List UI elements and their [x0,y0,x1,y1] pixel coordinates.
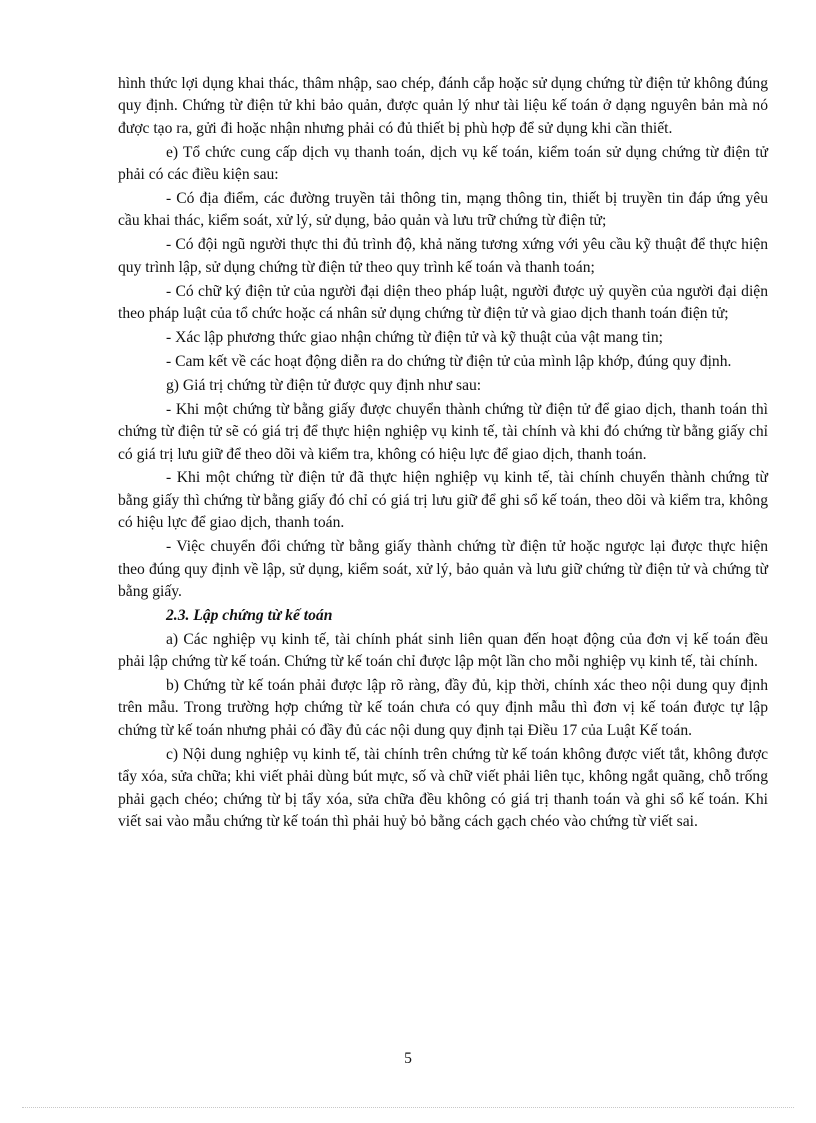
paragraph-clause-a: a) Các nghiệp vụ kinh tế, tài chính phát sinh liên quan đến hoạt động của đơn vị kế toán đều phải lập chứng từ kế toán. Chứng từ kế toán chỉ được lập một lần cho mỗi nghiệp vụ kinh tế, tài chính. [118,630,768,671]
section-heading: 2.3. Lập chứng từ kế toán [166,606,333,624]
paragraph-bullet: - Có địa điểm, các đường truyền tải thông tin, mạng thông tin, thiết bị truyền tin đáp ứng yêu cầu khai thác, kiểm soát, xử lý, sử dụng, bảo quản và lưu trữ chứng từ điện tử; [118,190,768,230]
page-bottom-divider [22,1107,794,1108]
document-body [118,73,768,835]
paragraph-bullet: - Có đội ngũ người thực thi đủ trình độ, khả năng tương xứng với yêu cầu kỹ thuật để thực hiện quy trình lập, sử dụng chứng từ điện tử theo quy trình kế toán và thanh toán; [118,236,768,276]
page-number: 5 [404,1050,412,1067]
paragraph-bullet: - Khi một chứng từ điện tử đã thực hiện nghiệp vụ kinh tế, tài chính chuyển thành chứng từ bằng giấy thì chứng từ bằng giấy đó chỉ có giá trị lưu giữ để ghi sổ kế toán, theo dõi và kiểm tra, không có hiệu lực để giao dịch, thanh toán. [118,469,768,532]
paragraph-bullet: - Xác lập phương thức giao nhận chứng từ điện tử và kỹ thuật của vật mang tin; [166,328,663,346]
paragraph-clause-b: b) Chứng từ kế toán phải được lập rõ ràng, đầy đủ, kịp thời, chính xác theo nội dung quy định trên mẫu. Trong trường hợp chứng từ kế toán chưa có quy định mẫu thì đơn vị kế toán được tự lập chứng từ kế toán nhưng phải có đầy đủ các nội dung quy định tại Điều 17 của Luật Kế toán. [118,677,768,739]
paragraph-bullet: - Cam kết về các hoạt động diễn ra do chứng từ điện tử của mình lập khớp, đúng quy định. [166,352,732,370]
paragraph-clause-c: c) Nội dung nghiệp vụ kinh tế, tài chính trên chứng từ kế toán không được viết tắt, không được tẩy xóa, sửa chữa; khi viết phải dùng bút mực, số và chữ viết phải liên tục, không ngắt quãng, chỗ trống phải gạch chéo; chứng từ bị tẩy xóa, sửa chữa đều không có giá trị thanh toán và ghi sổ kế toán. Khi viết sai vào mẫu chứng từ kế toán thì phải huỷ bỏ bằng cách gạch chéo vào chứng từ viết sai. [118,745,768,830]
paragraph-clause-g: g) Giá trị chứng từ điện tử được quy định như sau: [166,376,482,394]
paragraph-bullet: - Việc chuyển đổi chứng từ bằng giấy thành chứng từ điện tử hoặc ngược lại được thực hiện theo đúng quy định về lập, sử dụng, kiểm soát, xử lý, bảo quản và lưu giữ chứng từ điện tử và chứng từ bằng giấy. [118,538,768,600]
paragraph-continuation: hình thức lợi dụng khai thác, thâm nhập, sao chép, đánh cắp hoặc sử dụng chứng từ điện tử không đúng quy định. Chứng từ điện tử khi bảo quản, được quản lý như tài liệu kế toán ở dạng nguyên bản mà nó được tạo ra, gửi đi hoặc nhận nhưng phải có đủ thiết bị phù hợp để sử dụng khi cần thiết. [118,75,768,137]
paragraph-clause-e: e) Tổ chức cung cấp dịch vụ thanh toán, dịch vụ kế toán, kiểm toán sử dụng chứng từ điện tử phải có các điều kiện sau: [118,143,768,184]
paragraph-bullet: - Khi một chứng từ bằng giấy được chuyển thành chứng từ điện tử để giao dịch, thanh toán thì chứng từ điện tử sẽ có giá trị để thực hiện nghiệp vụ kinh tế, tài chính và khi đó chứng từ bằng giấy chỉ có giá trị lưu giữ để theo dõi và kiểm tra, không có hiệu lực để giao dịch, thanh toán. [118,400,768,463]
paragraph-bullet: - Có chữ ký điện tử của người đại diện theo pháp luật, người được uỷ quyền của người đại diện theo pháp luật của tổ chức hoặc cá nhân sử dụng chứng từ điện tử và giao dịch thanh toán điện tử; [118,282,768,323]
